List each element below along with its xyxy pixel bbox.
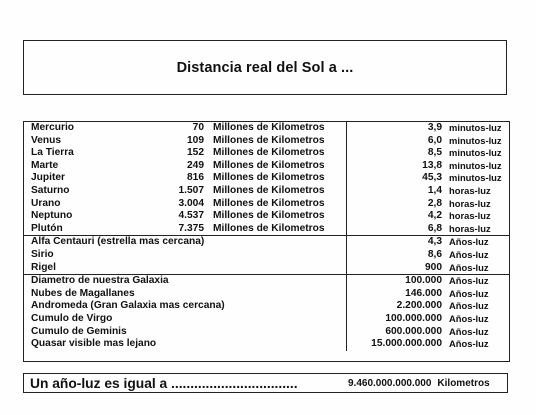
planet-light-time: 13,8 — [346, 160, 446, 173]
planet-distance-unit: Millones de Kilometros — [213, 122, 325, 133]
planet-light-unit: minutos-luz — [449, 134, 502, 146]
planet-light-unit: minutos-luz — [449, 172, 502, 184]
distance-table-body — [24, 122, 509, 351]
star-light-distance: 4,3 — [346, 236, 446, 249]
planet-light-time: 6,0 — [346, 135, 446, 148]
planet-name: Plutón — [31, 222, 63, 234]
star-light-distance: 900 — [346, 262, 446, 275]
page-title: Distancia real del Sol a ... — [176, 59, 354, 76]
planet-distance-unit: Millones de Kilometros — [213, 134, 325, 146]
planet-distance-km: 816 — [187, 172, 204, 184]
planet-distance-unit: Millones de Kilometros — [213, 222, 325, 234]
star-light-unit: Años-luz — [449, 261, 489, 273]
planet-light-time: 3,9 — [346, 122, 446, 135]
distance-table-grid — [24, 122, 509, 351]
planet-distance-km: 249 — [187, 159, 204, 171]
table-row — [24, 262, 509, 275]
star-light-unit: Años-luz — [446, 236, 509, 249]
planet-name: Mercurio — [31, 122, 75, 133]
galaxy-name: Andromeda (Gran Galaxia mas cercana) — [31, 300, 225, 312]
planet-name: Jupiter — [31, 172, 65, 184]
galaxy-light-distance: 2.200.000 — [346, 300, 446, 313]
table-row — [24, 172, 509, 185]
planet-name: Urano — [31, 197, 61, 209]
table-row — [24, 338, 509, 351]
planet-light-unit: horas-luz — [449, 184, 491, 196]
planet-light-time: 6,8 — [346, 223, 446, 236]
planet-name: Marte — [31, 159, 59, 171]
planet-light-time: 2,8 — [346, 198, 446, 211]
star-name: Sirio — [31, 248, 54, 260]
table-row — [24, 249, 509, 262]
galaxy-light-distance: 100.000 — [346, 275, 446, 288]
planet-name: Saturno — [31, 184, 70, 196]
table-row — [24, 300, 509, 313]
planet-distance-unit: Millones de Kilometros — [213, 172, 325, 184]
table-row — [24, 326, 509, 339]
table-row — [24, 198, 509, 211]
table-row — [24, 147, 509, 160]
galaxy-light-distance: 100.000.000 — [346, 313, 446, 326]
galaxy-light-unit: Años-luz — [449, 338, 489, 350]
planet-light-unit: horas-luz — [449, 210, 491, 222]
planet-light-unit: minutos-luz — [449, 147, 502, 159]
planet-light-unit: horas-luz — [449, 222, 491, 234]
light-year-unit: Kilometros — [437, 377, 490, 389]
galaxy-light-unit: Años-luz — [449, 312, 489, 324]
planet-light-time: 4,2 — [346, 210, 446, 223]
table-row — [24, 160, 509, 173]
planet-distance-km: 7.375 — [178, 222, 204, 234]
planet-distance-unit: Millones de Kilometros — [213, 147, 325, 159]
planet-distance-km: 4.537 — [178, 210, 204, 222]
planet-light-unit: minutos-luz — [449, 122, 502, 133]
planet-light-unit: minutos-luz — [449, 159, 502, 171]
light-year-label: Un año-luz es igual a ................................. — [30, 375, 298, 391]
light-year-box — [23, 373, 508, 393]
galaxy-light-unit: Años-luz — [449, 325, 489, 337]
galaxy-light-unit: Años-luz — [449, 300, 489, 312]
table-row — [24, 275, 509, 288]
planet-distance-unit: Millones de Kilometros — [213, 159, 325, 171]
table-row — [24, 185, 509, 198]
planet-light-time: 1,4 — [346, 185, 446, 198]
star-light-distance: 8,6 — [346, 249, 446, 262]
galaxy-name: Cumulo de Geminis — [31, 325, 127, 337]
galaxy-name: Nubes de Magallanes — [31, 287, 135, 299]
table-row — [24, 288, 509, 301]
table-row — [24, 122, 509, 135]
galaxy-light-unit: Años-luz — [446, 275, 509, 288]
galaxy-name: Quasar visible mas lejano — [31, 338, 157, 350]
planet-distance-km: 109 — [187, 134, 204, 146]
table-row — [24, 210, 509, 223]
galaxy-name: Cumulo de Virgo — [31, 312, 113, 324]
table-row — [24, 313, 509, 326]
star-name: Alfa Centauri (estrella mas cercana) — [24, 236, 346, 249]
star-light-unit: Años-luz — [449, 248, 489, 260]
light-year-value: 9.460.000.000.000 — [348, 377, 432, 389]
planet-light-unit: horas-luz — [449, 197, 491, 209]
galaxy-light-distance: 146.000 — [346, 288, 446, 301]
planet-distance-km: 3.004 — [178, 197, 204, 209]
planet-name: Venus — [31, 134, 62, 146]
distance-table — [23, 121, 510, 362]
planet-distance-km: 152 — [187, 147, 204, 159]
planet-light-time: 8,5 — [346, 147, 446, 160]
table-row — [24, 236, 509, 249]
table-row — [24, 135, 509, 148]
galaxy-light-distance: 15.000.000.000 — [346, 338, 446, 351]
planet-name: La Tierra — [31, 147, 74, 159]
table-row — [24, 223, 509, 236]
galaxy-name: Diametro de nuestra Galaxia — [24, 275, 346, 288]
star-name: Rigel — [31, 261, 56, 273]
planet-name: Neptuno — [31, 210, 73, 222]
planet-distance-unit: Millones de Kilometros — [213, 210, 325, 222]
title-box — [23, 40, 507, 95]
galaxy-light-unit: Años-luz — [449, 287, 489, 299]
planet-distance-km: 70 — [192, 122, 204, 133]
galaxy-light-distance: 600.000.000 — [346, 326, 446, 339]
planet-distance-km: 1.507 — [178, 184, 204, 196]
planet-light-time: 45,3 — [346, 172, 446, 185]
planet-distance-unit: Millones de Kilometros — [213, 197, 325, 209]
planet-distance-unit: Millones de Kilometros — [213, 184, 325, 196]
